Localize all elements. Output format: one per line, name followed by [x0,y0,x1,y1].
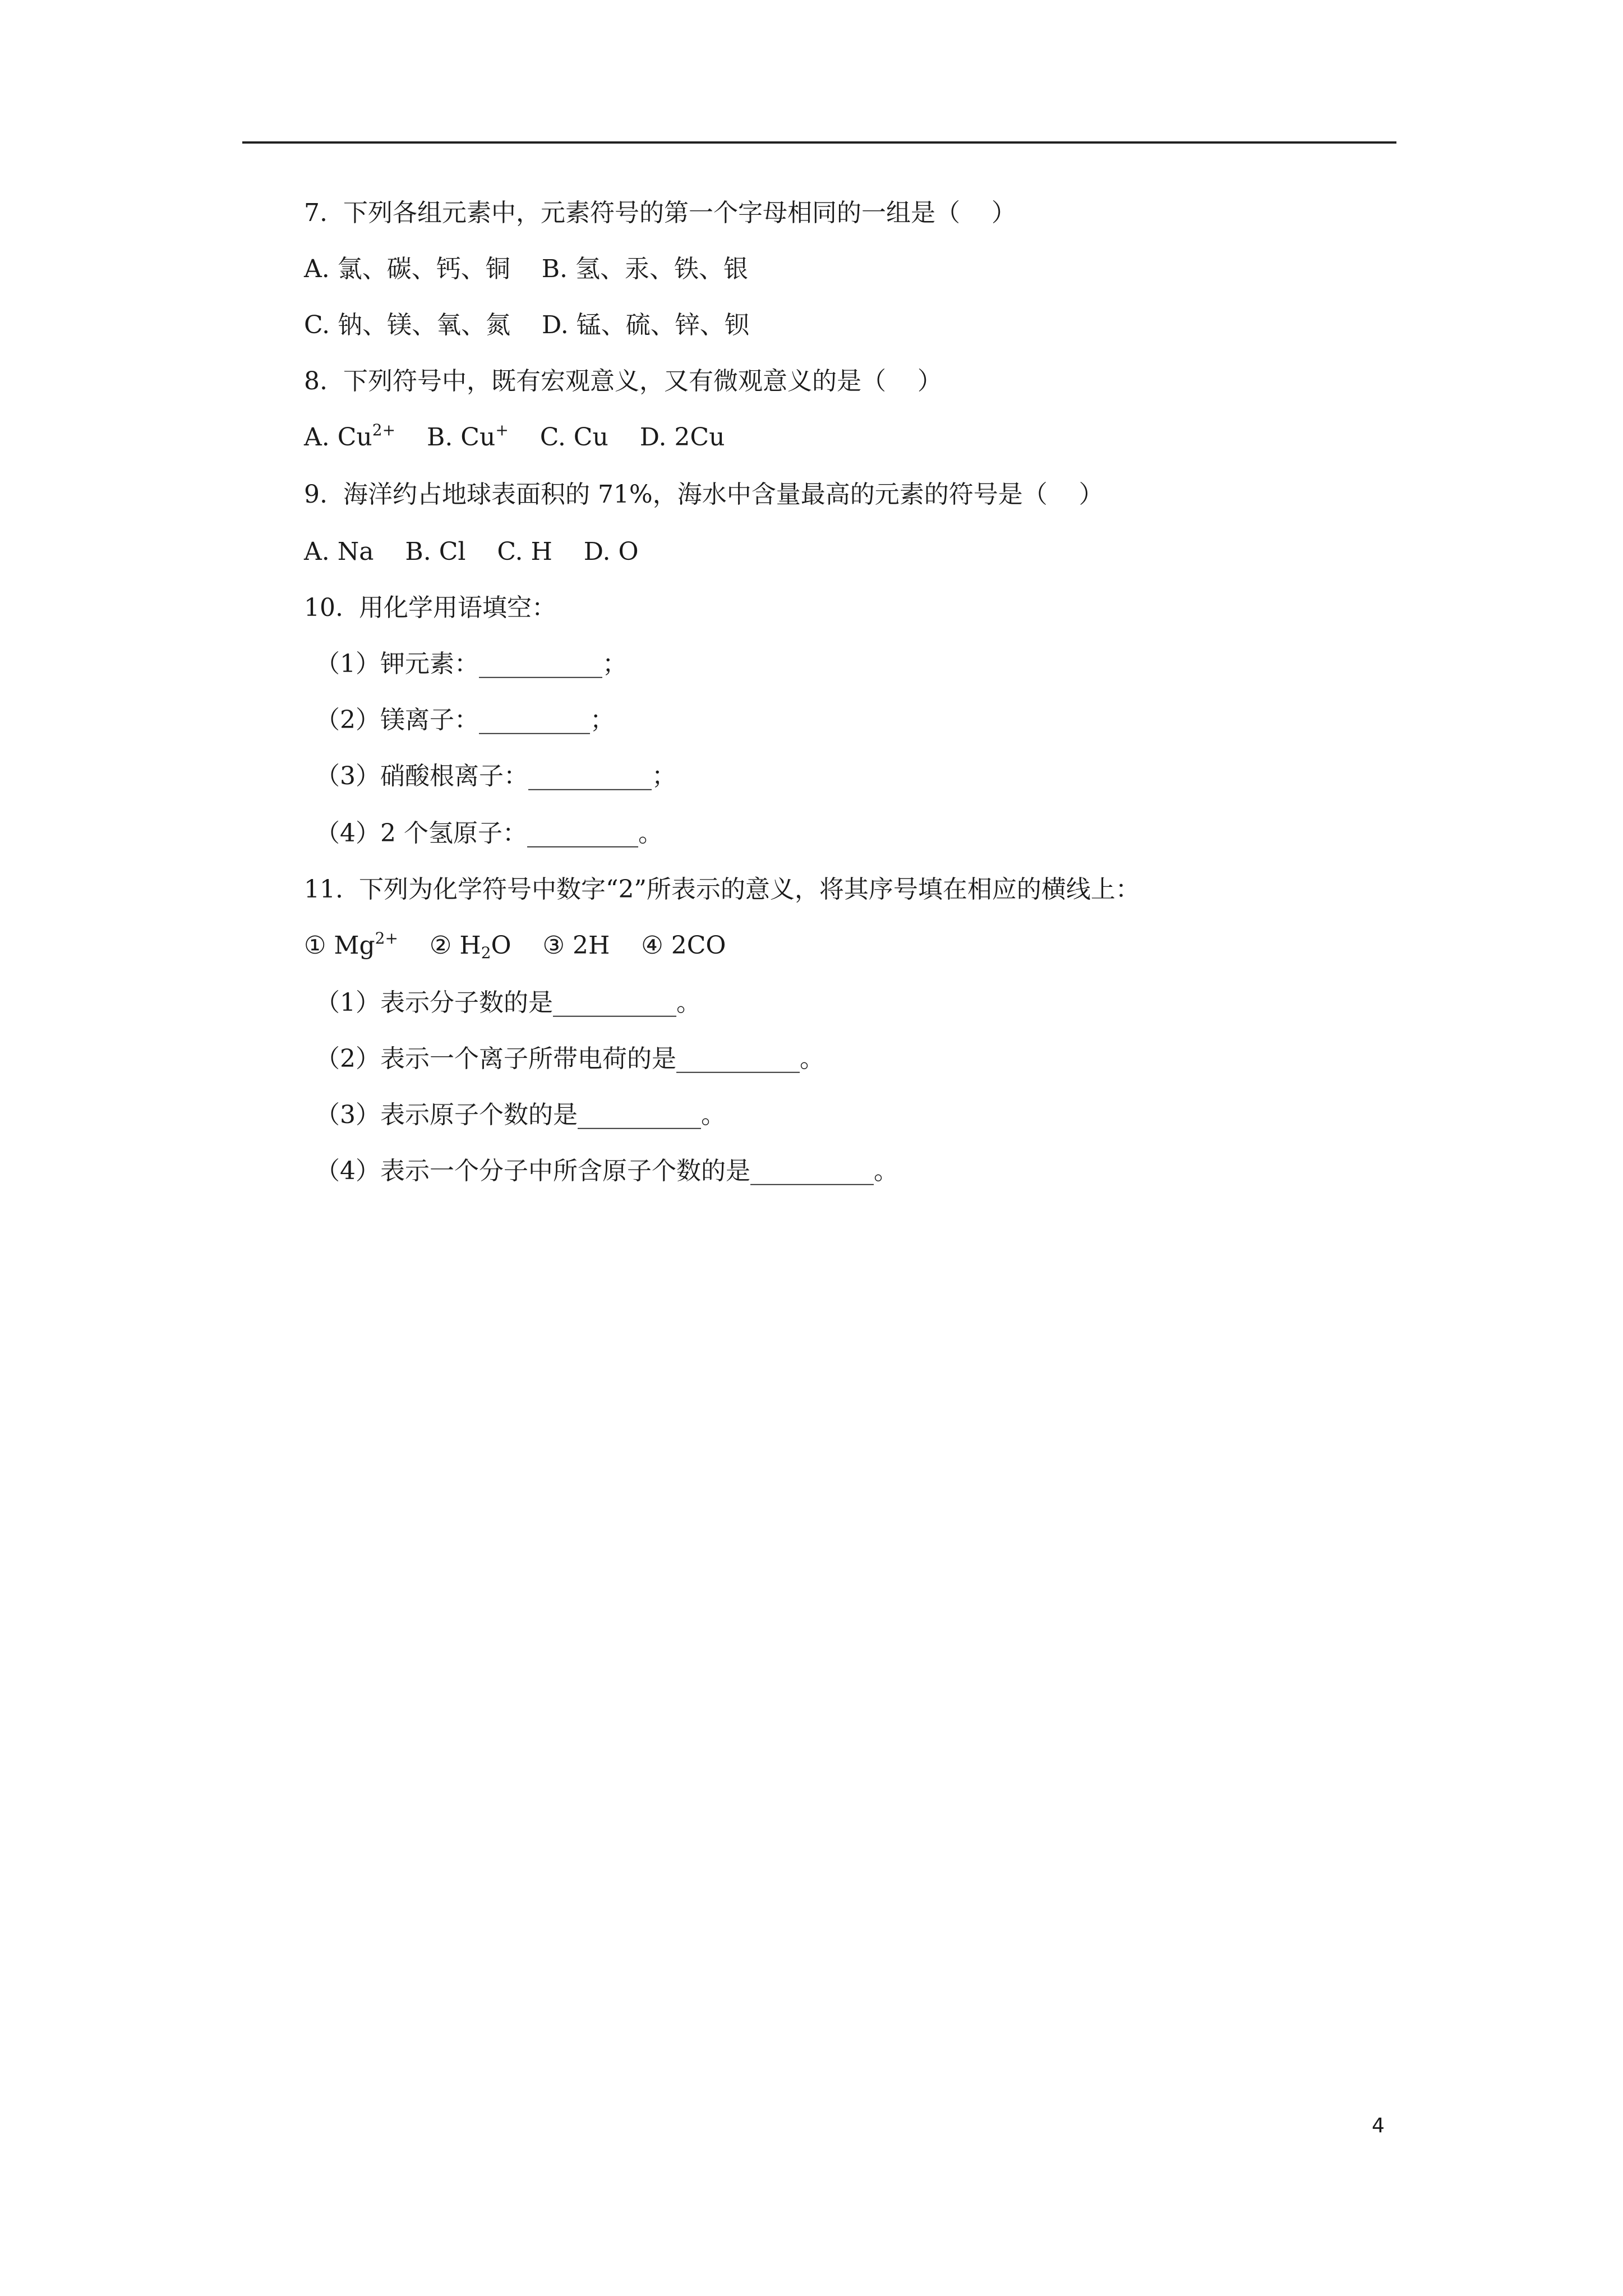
symbol-1-charge: 2+ [375,929,398,947]
question-11-symbols [304,929,726,963]
question-8-stem: 8. 下列符号中，既有宏观意义，又有微观意义的是（ ） [304,367,942,395]
question-10-item-1: （1）钾元素：__________； [315,650,627,678]
question-11-item-2: （2）表示一个离子所带电荷的是__________。 [315,1045,824,1073]
symbol-2-subscript: 2 [481,944,491,962]
page-number: 4 [1372,2114,1385,2137]
symbols-3-4: ③ 2H ④ 2CO [511,931,726,960]
question-10-stem: 10. 用化学用语填空： [304,593,556,622]
question-10-item-2: （2）镁离子：_________； [315,706,615,734]
option-b-charge: + [495,421,509,439]
question-8-options [304,421,725,454]
question-11-stem: 11. 下列为化学符号中数字“2”所表示的意义，将其序号填在相应的横线上： [304,875,1140,904]
symbol-1: ① Mg [304,931,375,960]
question-7-options-cd: C. 钠、镁、氧、氮 D. 锰、硫、锌、钡 [304,311,749,339]
question-11-item-3: （3）表示原子个数的是__________。 [315,1101,726,1129]
option-b-symbol: B. Cu [395,423,496,452]
option-cd: C. Cu D. 2Cu [508,423,725,452]
question-11-item-4: （4）表示一个分子中所含原子个数的是__________。 [315,1157,898,1185]
question-10-item-4: （4）2 个氢原子：_________。 [315,819,663,848]
symbol-2-tail: O [491,931,511,960]
question-9-options: A. Na B. Cl C. H D. O [304,537,639,566]
option-a-charge: 2+ [372,421,396,439]
question-7-stem: 7. 下列各组元素中，元素符号的第一个字母相同的一组是（ ） [304,199,1016,227]
option-a-symbol: A. Cu [304,423,372,452]
question-10-item-3: （3）硝酸根离子：__________； [315,762,676,790]
symbol-2: ② H [398,931,481,960]
question-9-stem: 9. 海洋约占地球表面积的 71%，海水中含量最高的元素的符号是（ ） [304,480,1104,509]
question-11-item-1: （1）表示分子数的是__________。 [315,988,701,1017]
question-7-options-ab: A. 氯、碳、钙、铜 B. 氢、汞、铁、银 [304,255,748,283]
header-rule [242,141,1396,144]
